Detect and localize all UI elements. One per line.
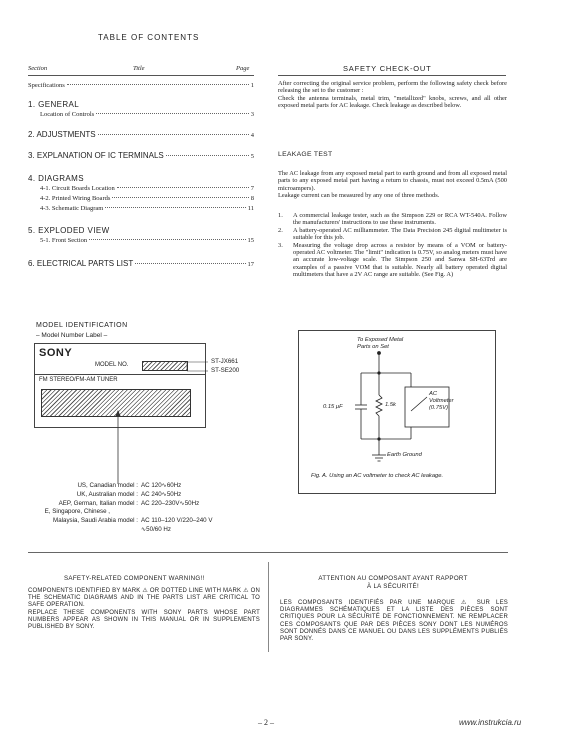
warning-en-text: COMPONENTS IDENTIFIED BY MARK ⚠ OR DOTTED LINE WITH MARK ⚠ ON THE SCHEMATIC DIAGRAMS AND IN THE PARTS LIST ARE CRITICAL TO SAFE OPERATION. REPLACE THESE COMPONENTS WITH SONY PARTS WHOSE PART NUMBERS APPEAR AS SHOWN IN THIS MANUAL OR IN SUPPLEMENTS PUBLISHED BY SONY. (28, 588, 260, 631)
voltage-row (0, 491, 212, 500)
toc-col-title: Title (133, 65, 145, 72)
toc-label: 4-1. Circuit Boards Location (40, 185, 115, 192)
voltage-region: UK, Australian model : (76, 490, 138, 498)
toc-label: 4-2. Printed Wiring Boards (40, 195, 111, 202)
voltage-row (0, 508, 212, 517)
sony-logo: SONY (39, 347, 73, 359)
resistor-label: 1.5k (385, 402, 396, 408)
voltage-row (0, 482, 212, 491)
toc-page: 11 (247, 205, 254, 212)
voltage-region: Malaysia, Saudi Arabia model : (53, 517, 138, 525)
toc-page: 17 (247, 261, 254, 268)
figure-a (298, 330, 496, 494)
toc-label: Location of Controls (40, 111, 95, 118)
voltage-row (0, 526, 212, 535)
capacitor-label: 0.15 μF (323, 404, 343, 410)
toc-section-general[interactable]: 1. GENERAL (28, 100, 80, 109)
toc-col-page: Page (236, 65, 250, 72)
toc-page: 5 (250, 153, 254, 160)
toc-page: 3 (250, 111, 254, 118)
voltage-value: ∿50/60 Hz (141, 525, 171, 533)
method-text: A battery-operated AC milliammeter. The Data Precision 245 digital multimeter is suitable for this job. (293, 226, 507, 242)
watermark-url[interactable]: www.instrukcia.ru (459, 718, 522, 727)
voltmeter-line: Voltmeter (429, 398, 454, 404)
toc-label: 5-1. Front Section (40, 237, 88, 244)
toc-page: 15 (247, 237, 254, 244)
model-name: ST-JX661 (211, 358, 239, 365)
voltage-value: AC 240∿50Hz (141, 490, 182, 498)
leakage-text: The AC leakage from any exposed metal part to earth ground and from all exposed metal parts to any exposed metal part having a return to chassis, must not exceed 0.5mA (500 microampers). Leakage current can be measured by any one of three methods. (278, 170, 507, 200)
leakage-test-title: LEAKAGE TEST (278, 151, 333, 158)
method-list (278, 212, 507, 279)
column-divider (268, 562, 269, 652)
toc-page: 8 (250, 195, 254, 202)
voltmeter-line: AC (429, 391, 438, 397)
method-text: Measuring the voltage drop across a resistor by means of a VOM or battery-operated AC voltmeter. The "limit" indication is 0.75V, so analog meters must have an accurate low-voltage scale. The Simpson 250 and Sanwa SH-63Trd are examples of a passive VOM that is suitable. Nearly all battery operated digital multimeters that have a 2V AC range are suitable. (See Fig. A) (293, 241, 507, 279)
voltmeter-line: (0.75V) (429, 405, 449, 411)
toc-label: 2. ADJUSTMENTS (28, 130, 96, 139)
voltage-value: AC 120∿60Hz (141, 482, 182, 489)
warning-en-title: SAFETY-RELATED COMPONENT WARNING!! (64, 575, 205, 582)
toc-page: 7 (250, 185, 254, 192)
toc-label: 6. ELECTRICAL PARTS LIST (28, 259, 134, 268)
method-item: 1. A commercial leakage tester, such as the Simpson 229 or RCA WT-540A. Follow the manufacturers' instructions to use these instruments. (278, 212, 507, 227)
toc-label: Specifications (28, 82, 65, 89)
model-id-title: MODEL IDENTIFICATION (36, 322, 128, 329)
toc-label: 3. EXPLANATION OF IC TERMINALS (28, 151, 164, 160)
warning-fr-title-line: À LA SÉCURITÉ! (367, 583, 419, 590)
voltage-region: E, Singapore, Chinese , (44, 508, 110, 516)
exposed-metal-label (357, 337, 403, 351)
voltage-region: AEP, German, Italian model : (58, 499, 138, 507)
voltmeter-label (429, 391, 454, 412)
toc-title: TABLE OF CONTENTS (98, 33, 200, 42)
warning-fr-title-line: ATTENTION AU COMPOSANT AYANT RAPPORT (318, 575, 468, 582)
method-item: 3. Measuring the voltage drop across a resistor by means of a VOM or battery-operated AC voltmeter. The "limit" indication is 0.75V, so analog meters must have an accurate low-voltage scale. The Simpson 250 and Sanwa SH-63Trd are examples of a passive VOM that is suitable. Nearly all battery operated digital multimeters that have a 2V AC range are suitable. (See Fig. A) (278, 241, 507, 279)
voltage-value: AC 110–120 V/220–240 V (141, 517, 213, 525)
toc-col-section: Section (28, 65, 48, 72)
earth-ground-label: Earth Ground (387, 452, 422, 458)
method-item: 2. A battery-operated AC milliammeter. The Data Precision 245 digital multimeter is suitable for this job. (278, 226, 507, 242)
voltage-row (0, 517, 212, 526)
model-id-subtitle: – Model Number Label – (36, 332, 108, 339)
model-no-label: MODEL NO. (95, 362, 129, 368)
method-text: A commercial leakage tester, such as the Simpson 229 or RCA WT-540A. Follow the manufacturers' instructions to use these instruments. (293, 212, 507, 227)
safety-rule (278, 75, 506, 76)
page-number: – 2 – (258, 718, 274, 727)
leakage-circuit-diagram (299, 331, 495, 493)
voltage-region: US, Canadian model : (77, 482, 138, 489)
exposed-metal-line: To Exposed Metal (357, 337, 404, 343)
model-name: ST-SE200 (211, 367, 240, 374)
voltage-region (0, 526, 141, 535)
toc-section-exploded-view[interactable]: 5. EXPLODED VIEW (28, 226, 110, 235)
warning-fr-title (278, 575, 508, 591)
toc-page: 1 (250, 82, 254, 89)
warning-fr-text: LES COMPOSANTS IDENTIFIÉS PAR UNE MARQUE ⚠ SUR LES DIAGRAMMES SCHÉMATIQUES ET LA LISTE DES PIÈCES SONT CRITIQUES POUR LA SÉCURITÉ DE FONCTIONNEMENT. NE REMPLACER CES COMPOSANTS QUE PAR DES PIÈCES SONY DONT LES NUMÉROS SONT DONNÉS DANS CE MANUEL OU DANS LES SUPPLÉMENTS PUBLIÉS PAR SONY. (280, 600, 508, 643)
exposed-metal-line: Parts on Set (357, 344, 389, 350)
voltage-row (0, 500, 212, 509)
voltage-table (0, 482, 212, 535)
voltage-value: AC 220–230V∿50Hz (141, 499, 200, 507)
safety-intro: After correcting the original service problem, perform the following safety check before releasing the set to the customer : Check the antenna terminals, metal trim, "metallized" knobs, screws, and all other exposed metal parts for AC leakage. Check leakage as described below. (278, 80, 507, 110)
toc-page: 4 (250, 132, 254, 139)
safety-title: SAFETY CHECK-OUT (343, 64, 432, 73)
toc-label: 4-3. Schematic Diagram (40, 205, 104, 212)
section-divider (28, 552, 508, 553)
tuner-label: FM STEREO/FM-AM TUNER (39, 377, 118, 383)
toc-section-diagrams[interactable]: 4. DIAGRAMS (28, 174, 84, 183)
figure-caption: Fig. A. Using an AC voltmeter to check AC leakage. (311, 473, 444, 479)
